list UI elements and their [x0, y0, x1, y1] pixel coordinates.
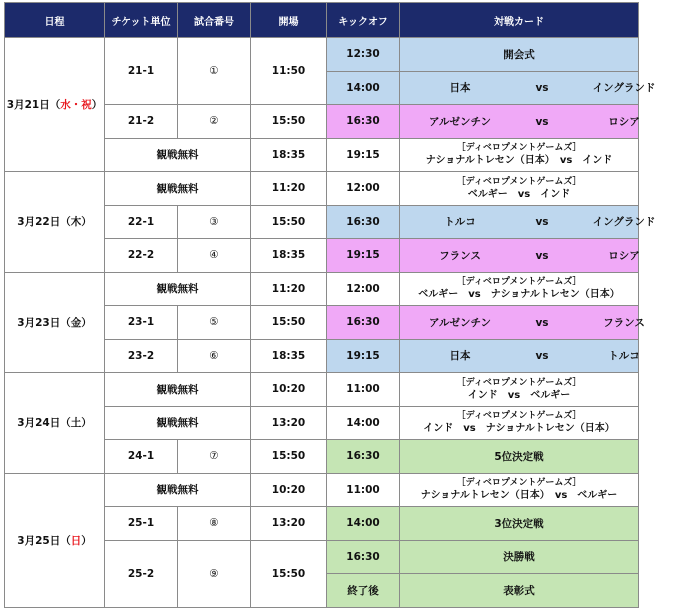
free-admission: 観戦無料	[105, 406, 251, 440]
open-time: 13:20	[251, 406, 327, 440]
free-admission: 観戦無料	[105, 473, 251, 507]
home-team: ベルギー	[467, 188, 508, 200]
away-team: フランス	[603, 316, 645, 329]
kickoff-time: 19:15	[327, 138, 400, 172]
match-number: ⑨	[178, 540, 251, 607]
free-admission: 観戦無料	[105, 138, 251, 172]
open-time: 15:50	[251, 540, 327, 607]
open-time: 11:20	[251, 172, 327, 206]
header-date: 日程	[5, 3, 105, 38]
kickoff-time: 19:15	[327, 339, 400, 373]
kickoff-time: 終了後	[327, 574, 400, 608]
holiday-dow: 日	[70, 534, 82, 547]
home-team: インド	[423, 423, 454, 435]
schedule-table	[4, 2, 656, 608]
kickoff-time: 12:30	[327, 38, 400, 72]
kickoff-time: 19:15	[327, 239, 400, 273]
match-card: ［ディベロプメントゲームズ］ ベルギー vs ナショナルトレセン（日本）	[400, 272, 639, 306]
date-cell: 3月23日（金）	[5, 272, 105, 373]
match-card: トルコ vs イングランド	[400, 205, 639, 239]
kickoff-time: 12:00	[327, 272, 400, 306]
match-card: 開会式	[400, 38, 639, 72]
ticket-cell: 22-1	[105, 205, 178, 239]
match-number: ⑥	[178, 339, 251, 373]
home-team: ナショナルトレセン（日本）	[420, 490, 545, 502]
match-number: ⑦	[178, 440, 251, 474]
table-row	[5, 373, 639, 407]
dev-games-label: ［ディベロプメントゲームズ］	[456, 411, 582, 422]
open-time: 15:50	[251, 306, 327, 340]
open-time: 13:20	[251, 507, 327, 541]
ticket-cell: 23-1	[105, 306, 178, 340]
match-card: 日本 vs イングランド	[400, 71, 639, 105]
kickoff-time: 16:30	[327, 205, 400, 239]
kickoff-time: 16:30	[327, 105, 400, 139]
dev-games-label: ［ディベロプメントゲームズ］	[456, 478, 582, 489]
match-card: フランス vs ロシア	[400, 239, 639, 273]
kickoff-time: 14:00	[327, 71, 400, 105]
ticket-cell: 24-1	[105, 440, 178, 474]
away-team: トルコ	[608, 350, 640, 363]
kickoff-time: 16:30	[327, 540, 400, 574]
open-time: 11:50	[251, 38, 327, 105]
match-card: アルゼンチン vs ロシア	[400, 105, 639, 139]
open-time: 15:50	[251, 440, 327, 474]
away-team: ナショナルトレセン（日本）	[485, 423, 615, 435]
free-admission: 観戦無料	[105, 272, 251, 306]
away-team: ロシア	[608, 249, 640, 262]
open-time: 11:20	[251, 272, 327, 306]
holiday-dow: 水・祝	[60, 99, 92, 111]
free-admission: 観戦無料	[105, 373, 251, 407]
kickoff-time: 11:00	[327, 373, 400, 407]
match-card: 日本 vs トルコ	[400, 339, 639, 373]
match-card: 3位決定戦	[400, 507, 639, 541]
table-row	[5, 272, 639, 306]
away-team: ベルギー	[530, 389, 571, 401]
open-time: 10:20	[251, 373, 327, 407]
table-row	[5, 38, 639, 72]
ticket-cell: 21-1	[105, 38, 178, 105]
away-team: ロシア	[608, 115, 640, 128]
home-team: ナショナルトレセン（日本）	[425, 155, 550, 167]
match-card: ［ディベロプメントゲームズ］ ナショナルトレセン（日本） vs ベルギー	[400, 473, 639, 507]
kickoff-time: 16:30	[327, 440, 400, 474]
away-team: ベルギー	[577, 490, 618, 502]
match-card: ［ディベロプメントゲームズ］ ベルギー vs インド	[400, 172, 639, 206]
match-card: 決勝戦	[400, 540, 639, 574]
header-open: 開場	[251, 3, 327, 38]
match-number: ⑤	[178, 306, 251, 340]
home-team: インド	[467, 389, 498, 401]
away-team: イングランド	[592, 82, 656, 95]
home-team: フランス	[439, 249, 481, 262]
free-admission: 観戦無料	[105, 172, 251, 206]
ticket-cell: 23-2	[105, 339, 178, 373]
header-card: 対戦カード	[400, 3, 639, 38]
ticket-cell: 25-2	[105, 540, 178, 607]
table-row	[5, 172, 639, 206]
match-card: ［ディベロプメントゲームズ］ インド vs ナショナルトレセン（日本）	[400, 406, 639, 440]
match-card: 表彰式	[400, 574, 639, 608]
home-team: 日本	[449, 350, 471, 363]
open-time: 18:35	[251, 339, 327, 373]
home-team: トルコ	[444, 216, 476, 229]
away-team: ナショナルトレセン（日本）	[490, 289, 620, 301]
match-number: ③	[178, 205, 251, 239]
date-cell: 3月25日（日）	[5, 473, 105, 607]
ticket-cell: 25-1	[105, 507, 178, 541]
dev-games-label: ［ディベロプメントゲームズ］	[456, 277, 582, 288]
match-number: ①	[178, 38, 251, 105]
match-card: ［ディベロプメントゲームズ］ インド vs ベルギー	[400, 373, 639, 407]
date-cell: 3月24日（土）	[5, 373, 105, 474]
header-ticket: チケット単位	[105, 3, 178, 38]
open-time: 15:50	[251, 205, 327, 239]
header-kickoff: キックオフ	[327, 3, 400, 38]
kickoff-time: 16:30	[327, 306, 400, 340]
dev-games-label: ［ディベロプメントゲームズ］	[456, 143, 582, 154]
header-match-no: 試合番号	[178, 3, 251, 38]
match-card: 5位決定戦	[400, 440, 639, 474]
dev-games-label: ［ディベロプメントゲームズ］	[456, 377, 582, 388]
header-row	[5, 3, 639, 38]
away-team: インド	[540, 188, 571, 200]
ticket-cell: 22-2	[105, 239, 178, 273]
home-team: アルゼンチン	[428, 115, 492, 128]
kickoff-time: 11:00	[327, 473, 400, 507]
date-cell: 3月22日（木）	[5, 172, 105, 273]
kickoff-time: 14:00	[327, 507, 400, 541]
kickoff-time: 12:00	[327, 172, 400, 206]
away-team: イングランド	[592, 216, 656, 229]
open-time: 18:35	[251, 239, 327, 273]
home-team: 日本	[449, 82, 471, 95]
match-number: ②	[178, 105, 251, 139]
home-team: アルゼンチン	[428, 316, 492, 329]
match-number: ⑧	[178, 507, 251, 541]
home-team: ベルギー	[418, 289, 459, 301]
ticket-cell: 21-2	[105, 105, 178, 139]
kickoff-time: 14:00	[327, 406, 400, 440]
match-card: ［ディベロプメントゲームズ］ ナショナルトレセン（日本） vs インド	[400, 138, 639, 172]
date-cell: 3月21日（水・祝）	[5, 38, 105, 172]
match-number: ④	[178, 239, 251, 273]
table-row	[5, 473, 639, 507]
match-card: アルゼンチン vs フランス	[400, 306, 639, 340]
dev-games-label: ［ディベロプメントゲームズ］	[456, 176, 582, 187]
away-team: インド	[582, 155, 613, 167]
open-time: 18:35	[251, 138, 327, 172]
open-time: 15:50	[251, 105, 327, 139]
open-time: 10:20	[251, 473, 327, 507]
